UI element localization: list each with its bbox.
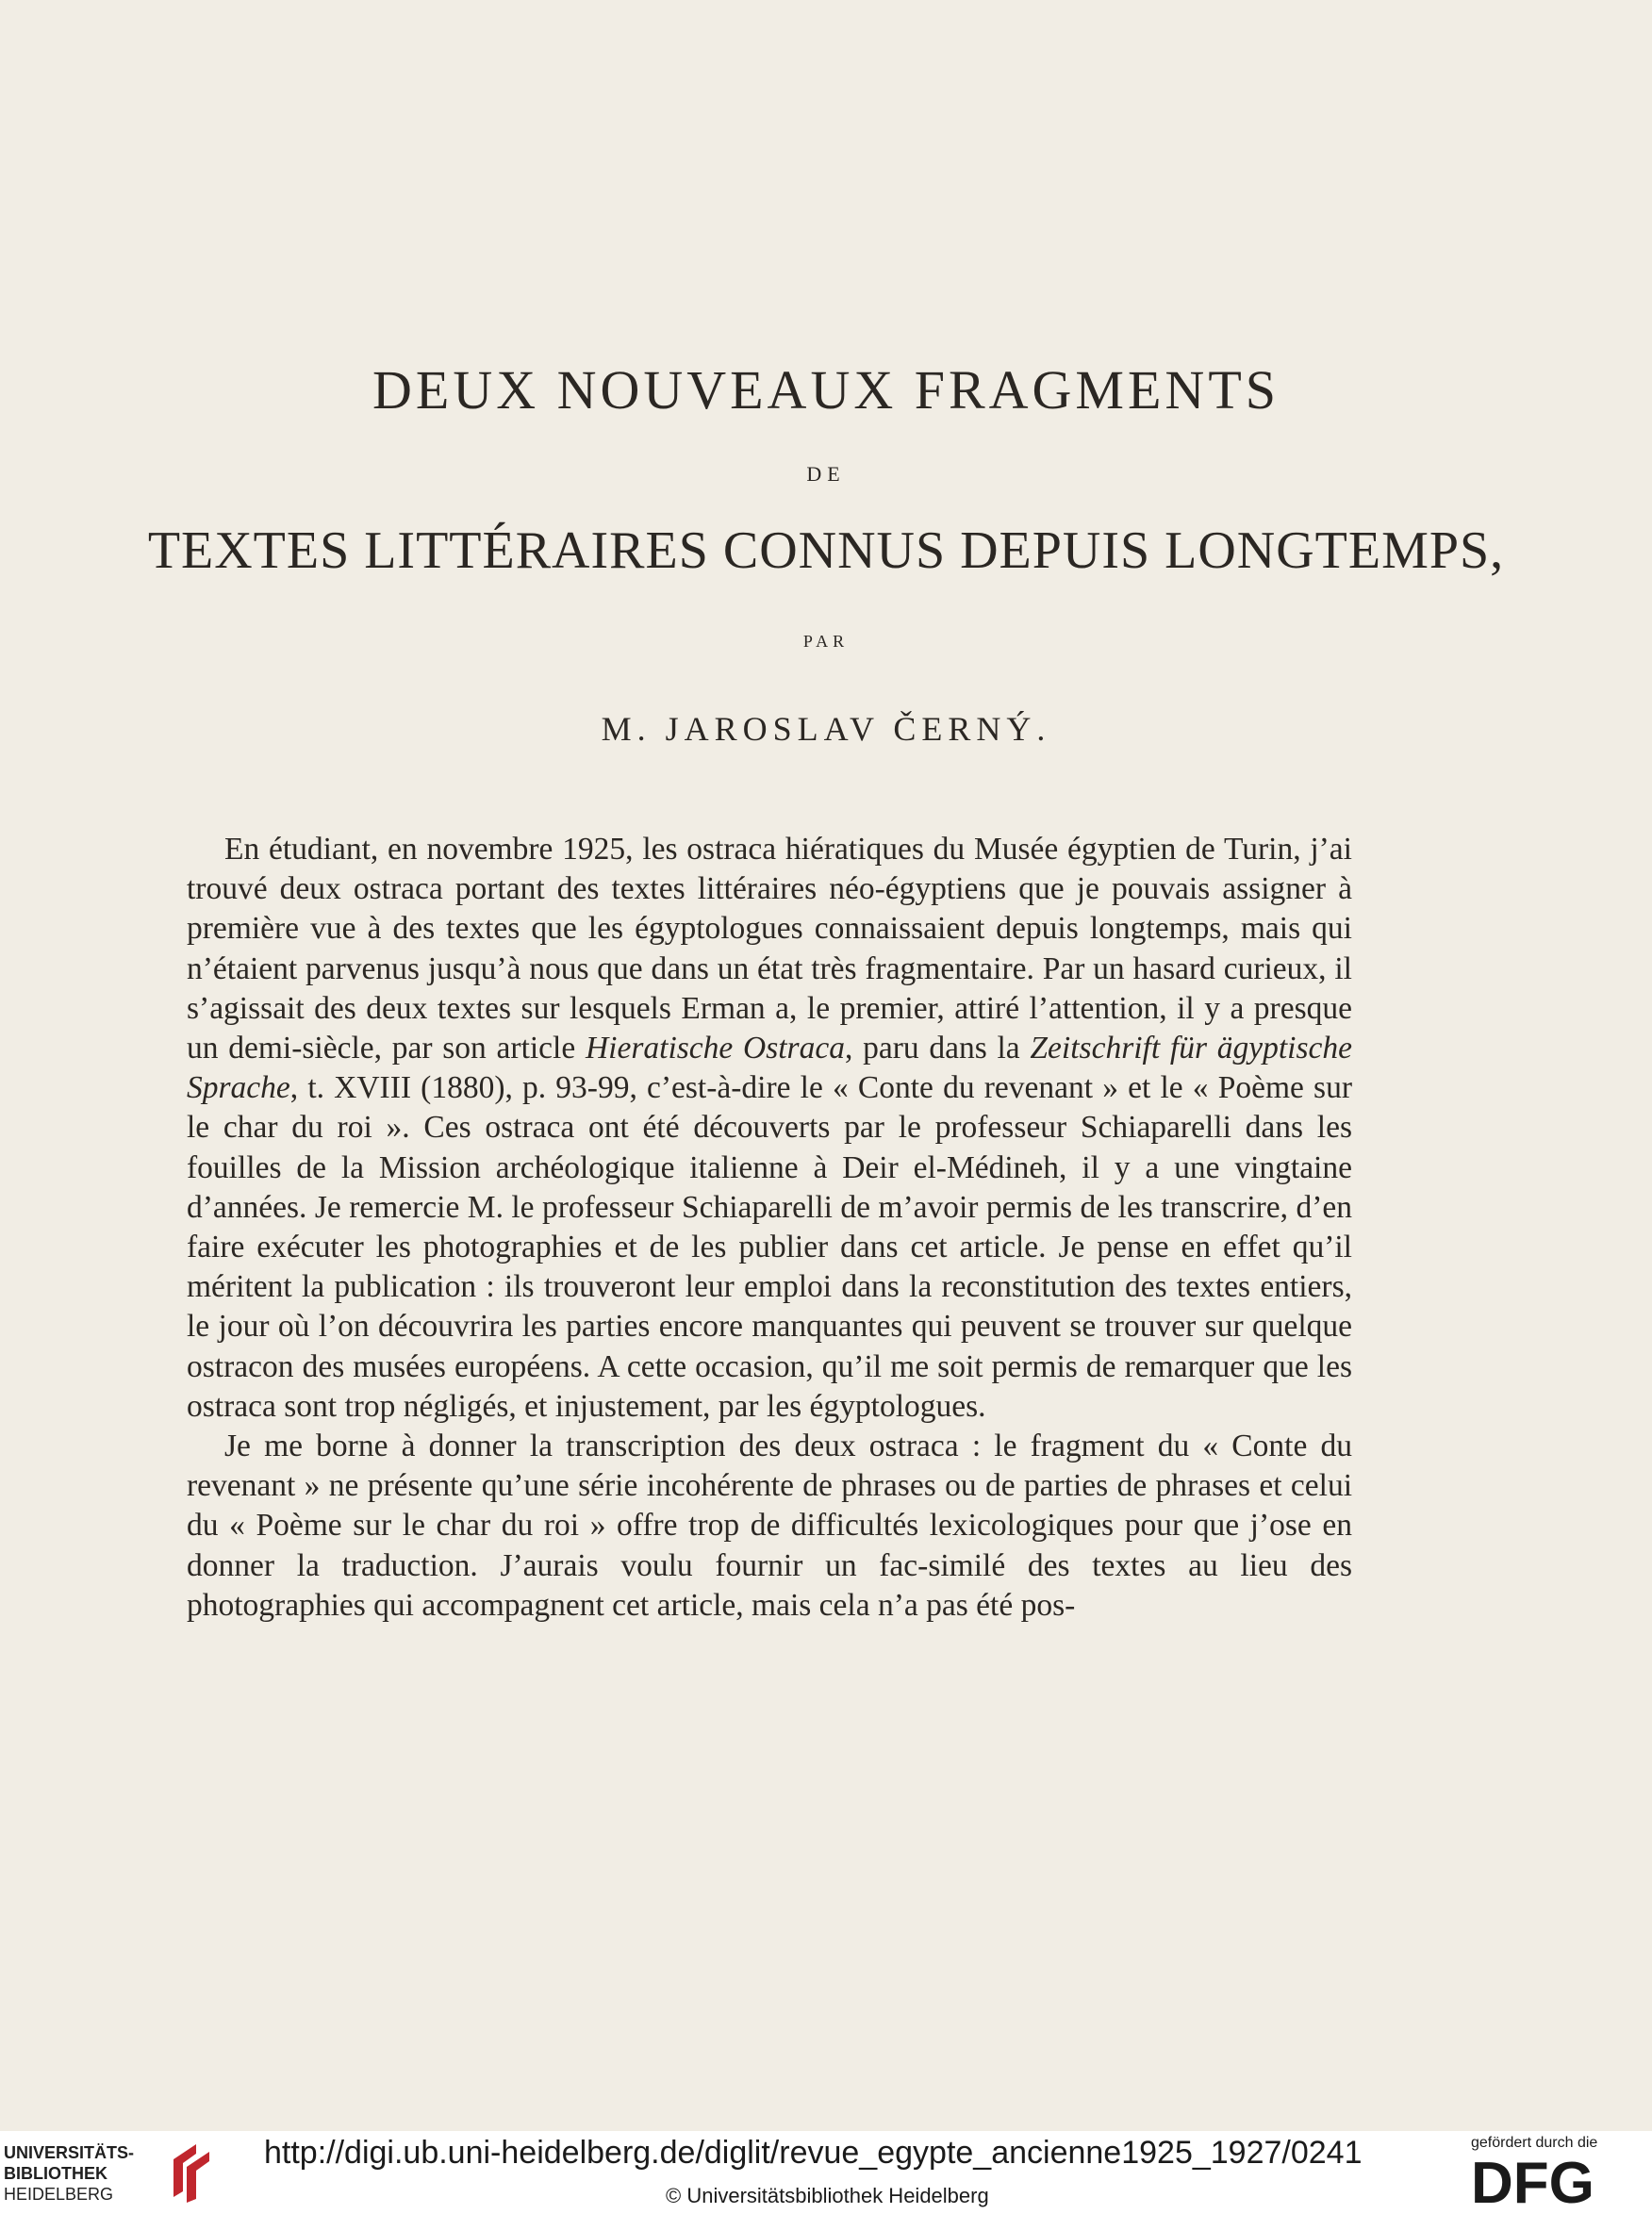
library-emblem-icon [168,2140,215,2203]
paragraph-1-part-a: En étudiant, en novembre 1925, les ostraca hiératiques du Musée égyptien de Turin, j’ai trouvé deux ostraca portant des textes littéraires néo-égyptiens que je pouvais assigner à première vue à des textes que les égyptologues connaissaient depuis longtemps, mais qui n’étaient parvenus jusqu’à nous que dans un état très fragmentaire. Par un hasard curieux, il s’agissait des deux textes sur lesquels Erman a, le premier, attiré l’attention, il y a presque un demi-siècle, par son article [187,832,1352,1066]
dfg-logo-icon [1471,2154,1631,2208]
copyright-notice: © Universitätsbibliothek Heidelberg [666,2184,989,2207]
paragraph-1-italic-title: Hieratische Ostraca [585,1031,845,1066]
author-name: M. JAROSLAV ČERNÝ. [601,710,1051,748]
title-connector: DE [806,462,846,486]
library-name-line-2: BIBLIOTHEK [4,2164,107,2183]
paragraph-1 [187,830,1352,1427]
article-title: DEUX NOUVEAUX FRAGMENTS [372,359,1280,421]
byline-prefix: PAR [802,632,850,651]
paragraph-1-part-c: , t. XVIII (1880), p. 93-99, c’est-à-dire le « Conte du revenant » et le « Poème sur le char du roi ». Ces ostraca ont été découverts par le professeur Schiaparelli dans les fouilles de la Mission archéologique italienne à Deir el-Médineh, il y a une vingtaine d’années. Je remercie M. le professeur Schiaparelli de m’avoir permis de les transcrire, d’en faire exécuter les photographies et de les publier dans cet article. Je pense en effet qu’il méritent la publication : ils trouveront leur emploi dans la reconstitution des textes entiers, le jour où l’on découvrira les parties encore manquantes qui peuvent se trouver sur quelque ostracon des musées européens. A cette occasion, qu’il me soit permis de remarquer que les ostraca sont trop négligés, et injustement, par les égyptologues. [187,1070,1352,1424]
paragraph-1-italic-journal: Zeitschrift für ägyptische Sprache [187,1031,1352,1106]
library-name-line-3: HEIDELBERG [4,2185,114,2204]
library-name-line-1: UNIVERSITÄTS- [4,2143,135,2162]
library-logo-text [4,2142,134,2205]
document-url-link[interactable]: http://digi.ub.uni-heidelberg.de/diglit/revue_egypte_ancienne1925_1927/0241 [264,2135,1363,2171]
funding-label: gefördert durch die [1471,2135,1598,2151]
paragraph-1-part-b: , paru dans la [844,1031,1031,1066]
paragraph-2: Je me borne à donner la transcription des deux ostraca : le fragment du « Conte du revenant » ne présente qu’une série incohérente de phrases ou de parties de phrases et celui du « Poème sur le char du roi » offre trop de difficultés lexicologiques pour que j’ose en donner la traduction. J’aurais voulu fournir un fac-similé des textes au lieu des photographies qui accompagnent cet article, mais cela n’a pas été pos- [187,1429,1352,1623]
dfg-logo-text: DFG [1471,2154,1594,2208]
article-subtitle: TEXTES LITTÉRAIRES CONNUS DEPUIS LONGTEMPS, [147,521,1505,580]
article-body [187,830,1352,1626]
